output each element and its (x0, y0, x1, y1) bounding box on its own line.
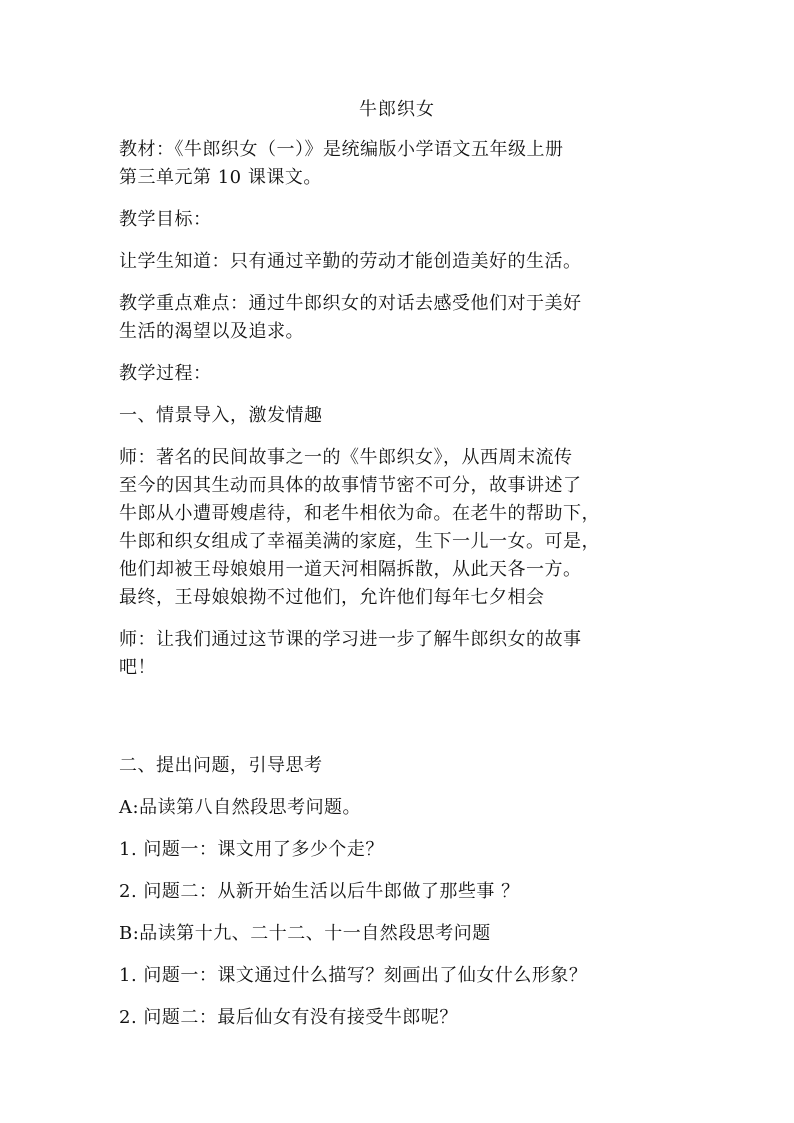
part-b-heading (119, 920, 699, 948)
part-b-question-2 (119, 1004, 699, 1032)
key-points-line: 教学重点难点：通过牛郎织女的对话去感受他们对于美好 (119, 293, 582, 314)
teacher-intro-line: 牛郎从小遭哥嫂虐待，和老牛相依为命。在老牛的帮助下， (119, 503, 600, 524)
material-line: 第三单元第 10 课课文。 (119, 167, 322, 188)
part-a-question-1 (119, 836, 699, 864)
teacher-closing-line: 师：让我们通过这节课的学习进一步了解牛郎织女的故事 (119, 629, 582, 650)
section-two-heading (119, 752, 699, 780)
process-heading-text: 教学过程： (119, 363, 212, 384)
material-line: 教材：《牛郎织女（一）》是统编版小学语文五年级上册 (119, 139, 564, 160)
teacher-closing-paragraph (119, 626, 699, 682)
teacher-intro-line: 最终，王母娘娘拗不过他们，允许他们每年七夕相会 (119, 587, 545, 608)
section-one-heading-text: 一、情景导入，激发情趣 (119, 405, 323, 426)
question-text: 2. 问题二：从新开始生活以后牛郎做了那些事 ？ (119, 881, 520, 902)
teacher-intro-line: 他们却被王母娘娘用一道天河相隔拆散，从此天各一方。 (119, 559, 582, 580)
part-a-question-2 (119, 878, 699, 906)
key-points-paragraph (119, 290, 699, 346)
teacher-intro-paragraph (119, 444, 699, 612)
goal-paragraph (119, 248, 699, 276)
goal-text: 让学生知道：只有通过辛勤的劳动才能创造美好的生活。 (119, 251, 582, 272)
document-body (119, 136, 699, 1046)
section-two-heading-text: 二、提出问题，引导思考 (119, 755, 323, 776)
question-text: 1. 问题一：课文用了多少个走？ (119, 839, 384, 860)
blank-space (119, 696, 699, 752)
teacher-closing-line: 吧！ (119, 657, 156, 678)
teacher-intro-line: 至今的因其生动而具体的故事情节密不可分，故事讲述了 (119, 475, 582, 496)
section-one-heading (119, 402, 699, 430)
goal-heading-text: 教学目标： (119, 209, 212, 230)
key-points-line: 生活的渴望以及追求。 (119, 321, 304, 342)
material-paragraph (119, 136, 699, 192)
document-title: 牛郎织女 (359, 99, 435, 120)
process-heading (119, 360, 699, 388)
part-a-heading (119, 794, 699, 822)
teacher-intro-line: 师：著名的民间故事之一的《牛郎织女》，从西周末流传 (119, 447, 573, 468)
goal-heading (119, 206, 699, 234)
question-text: 2. 问题二：最后仙女有没有接受牛郎呢？ (119, 1007, 458, 1028)
part-b-heading-text: B:品读第十九、二十二、十一自然段思考问题 (119, 923, 491, 944)
part-b-question-1 (119, 962, 699, 990)
part-a-heading-text: A:品读第八自然段思考问题。 (119, 797, 362, 818)
teacher-intro-line: 牛郎和织女组成了幸福美满的家庭，生下一儿一女。可是， (119, 531, 600, 552)
question-text: 1. 问题一：课文通过什么描写？刻画出了仙女什么形象？ (119, 965, 588, 986)
